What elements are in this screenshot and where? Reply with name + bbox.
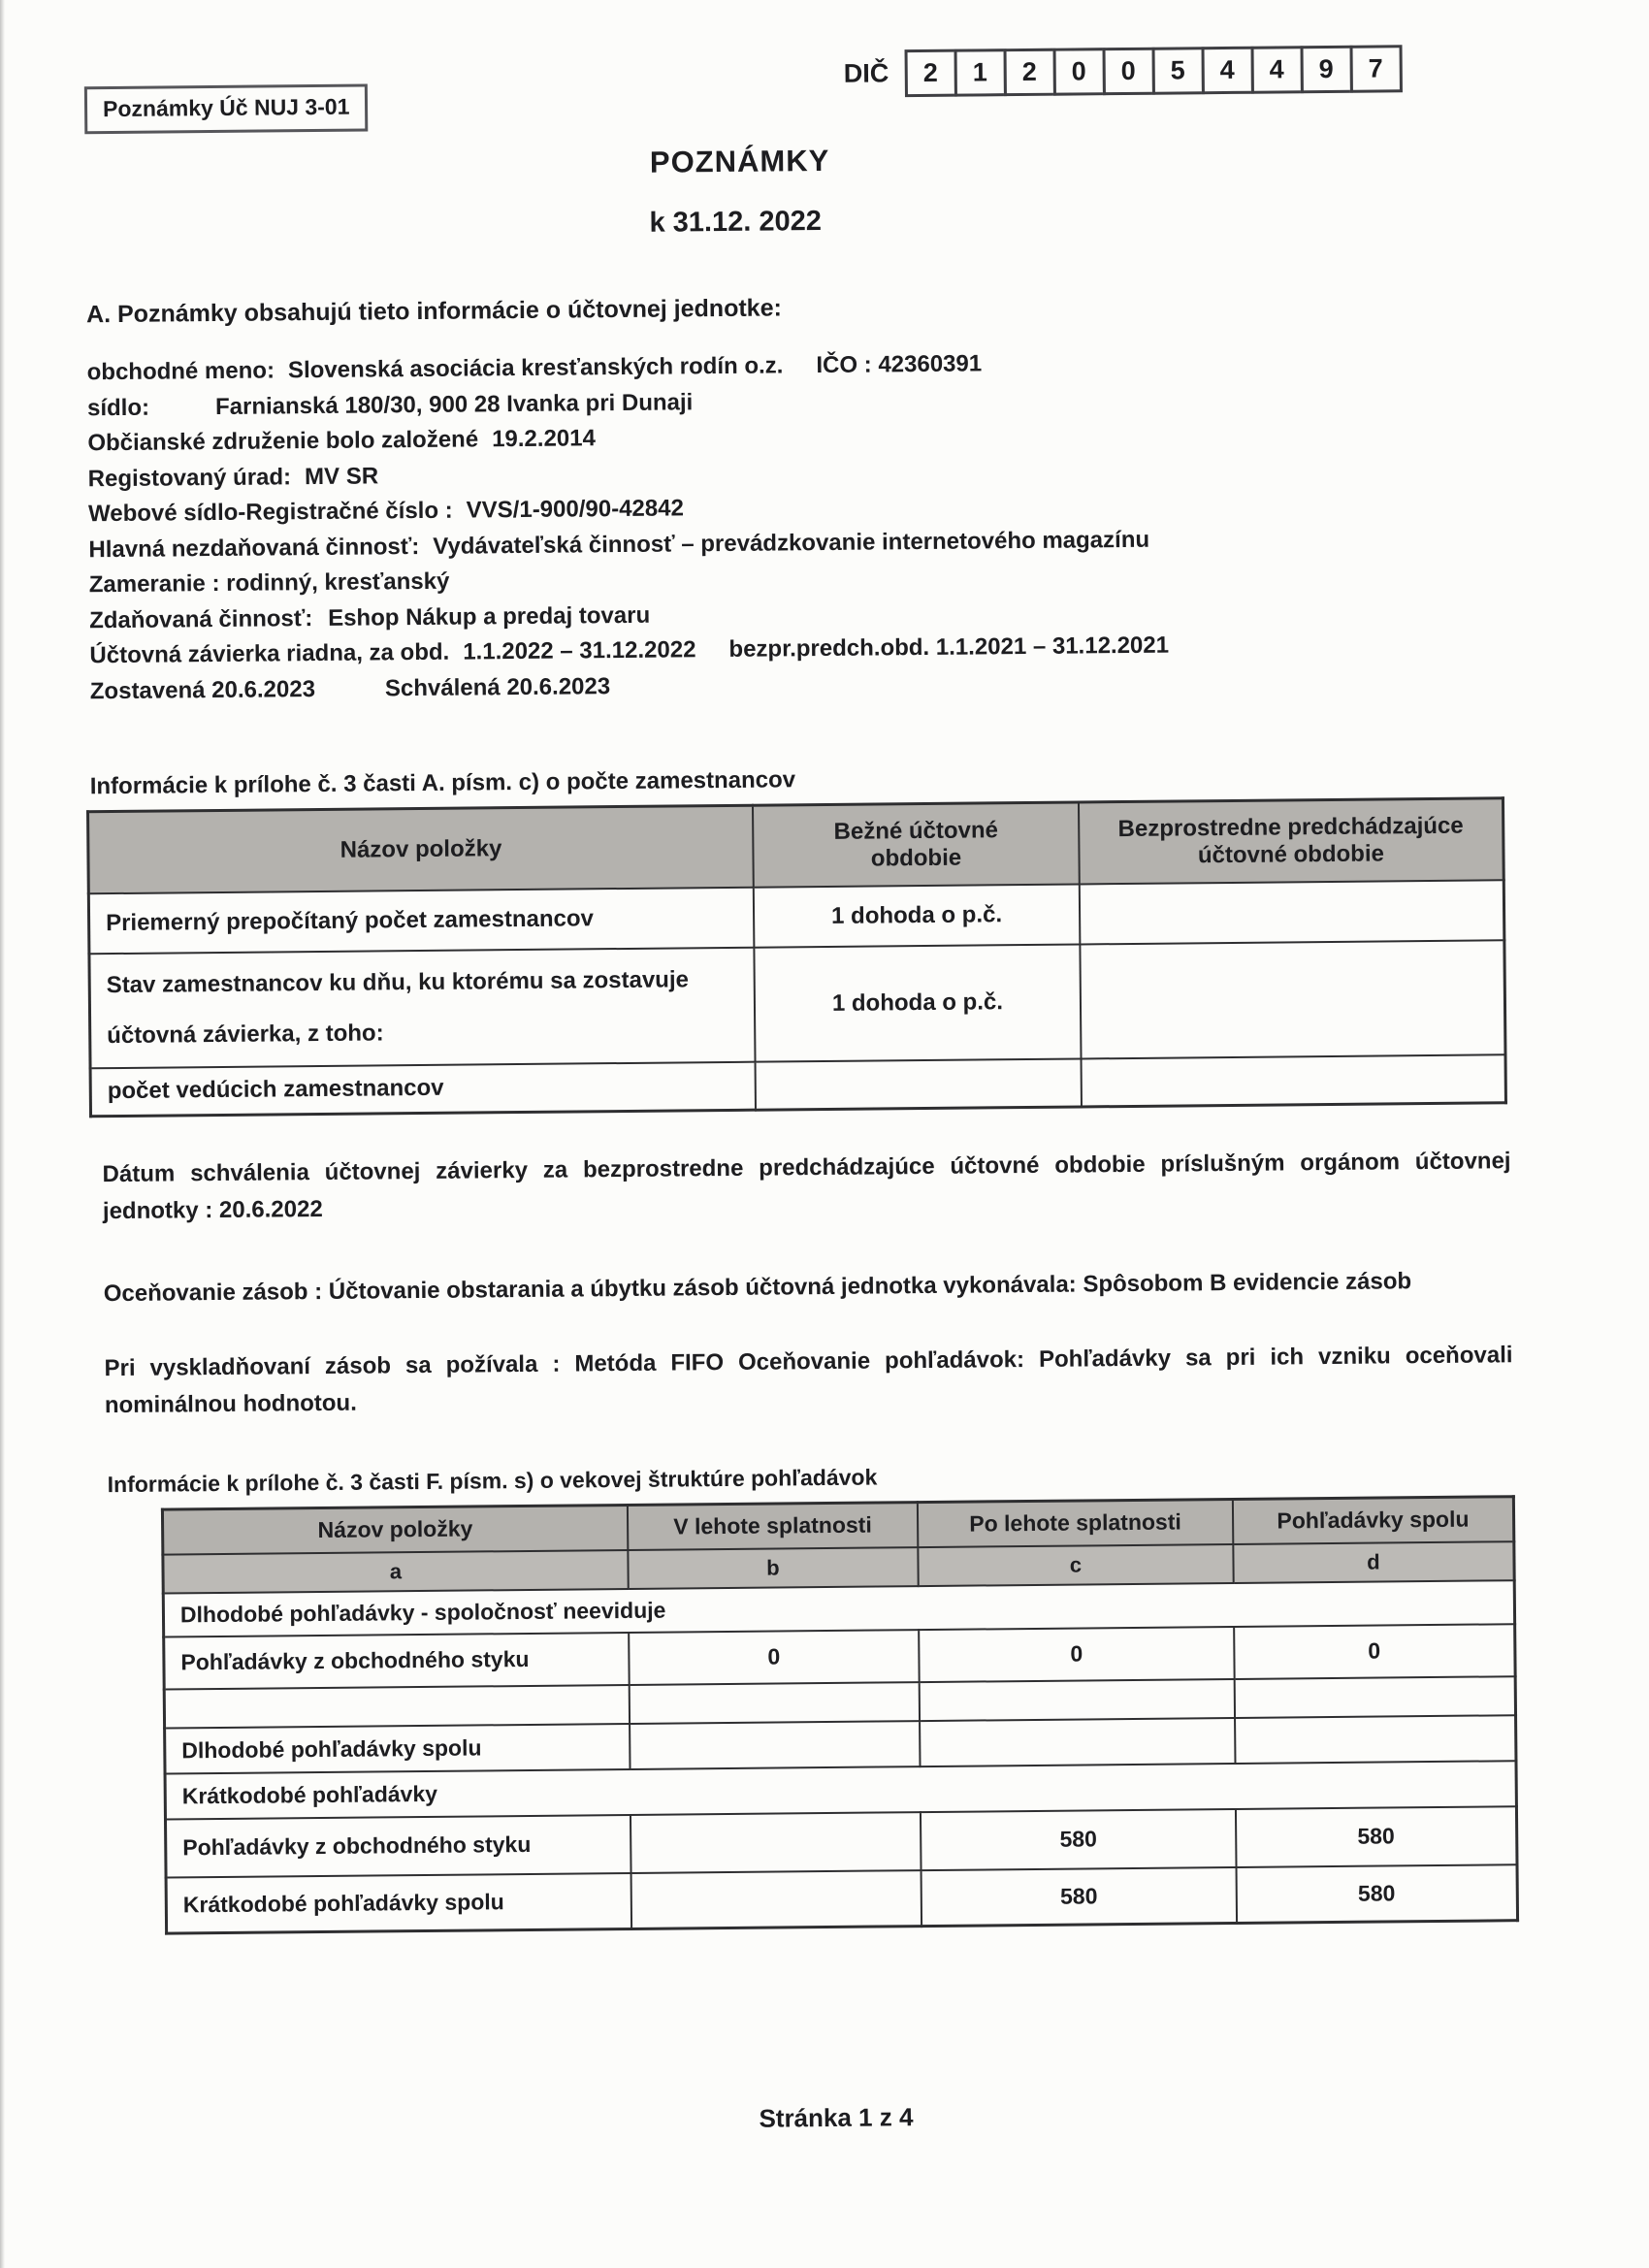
receivables-table-heading: Informácie k prílohe č. 3 časti F. písm. s) o vekovej štruktúre pohľadávok	[107, 1464, 878, 1498]
info-value: Vydávateľská činnosť – prevádzkovanie internetového magazínu	[433, 526, 1150, 560]
cell-previous-period	[1081, 1054, 1505, 1107]
cell-section-title: Dlhodobé pohľadávky - spoločnosť neeviduje	[163, 1580, 1514, 1636]
cell-current-period: 1 dohoda o p.č.	[754, 884, 1080, 947]
cell-total: 580	[1236, 1864, 1517, 1924]
cell-total	[1234, 1676, 1515, 1718]
employees-table-header-row	[88, 798, 1504, 893]
column-letter-b: b	[628, 1547, 919, 1589]
cell-name: Pohľadávky z obchodného styku	[165, 1814, 630, 1877]
column-letter-a: a	[163, 1549, 629, 1593]
cell-in-term	[630, 1721, 921, 1769]
info-extra: IČO : 42360391	[816, 350, 983, 379]
cell-total	[1235, 1715, 1516, 1764]
cell-in-term: 0	[629, 1630, 920, 1685]
info-value: VVS/1-900/90-42842	[466, 495, 685, 524]
cell-current-period: 1 dohoda o p.č.	[755, 944, 1082, 1061]
cell-previous-period	[1080, 940, 1505, 1058]
form-code-label: Poznámky Úč NUJ 3-01	[102, 93, 350, 122]
cell-name: počet vedúcich zamestnancov	[90, 1061, 756, 1117]
table-row	[89, 940, 1505, 1068]
column-header-bezne-obdobie: Bežné účtovné obdobie	[753, 802, 1079, 887]
info-value: Slovenská asociácia kresťanských rodín o.z.	[287, 352, 784, 384]
info-label: obchodné meno:	[86, 357, 275, 386]
cell-total: 0	[1234, 1624, 1515, 1679]
cell-in-term	[629, 1682, 920, 1724]
dic-digit: 1	[954, 49, 1006, 97]
column-header-nazov-polozky: Názov položky	[162, 1505, 628, 1554]
section-a	[86, 287, 1511, 709]
info-label: Registovaný úrad:	[87, 463, 292, 492]
dic-digit: 2	[904, 49, 956, 98]
paragraph-fifo-receivables: Pri vyskladňovaní zásob sa požívala : Metóda FIFO Oceňovanie pohľadávok: Pohľadávky sa pri ich vzniku oceňovali nominálnou hodnotou.	[104, 1342, 1513, 1419]
dic-digit: 4	[1250, 46, 1303, 94]
info-value: Eshop Nákup a predaj tovaru	[327, 601, 651, 632]
dic-digit: 9	[1300, 46, 1352, 94]
total-row-kratkodobe-spolu	[166, 1864, 1517, 1933]
cell-overdue: 0	[919, 1626, 1234, 1681]
info-value: 19.2.2014	[491, 425, 597, 453]
info-value: Schválená 20.6.2023	[384, 672, 611, 701]
receivables-table-section	[161, 1495, 1519, 1934]
column-letter-d: d	[1233, 1541, 1514, 1583]
info-label: sídlo:	[86, 394, 150, 421]
column-header-spolu: Pohľadávky spolu	[1233, 1497, 1514, 1544]
column-header-po-lehote: Po lehote splatnosti	[918, 1499, 1233, 1546]
dic-digit: 0	[1102, 48, 1154, 96]
paragraph-inventory-valuation: Oceňovanie zásob : Účtovanie obstarania a úbytku zásob účtovná jednotka vykonávala: Spôsobom B evidencie zásob	[103, 1268, 1412, 1308]
cell-overdue: 580	[921, 1808, 1236, 1869]
document-title: POZNÁMKY	[649, 143, 830, 179]
cell-overdue	[920, 1717, 1235, 1766]
dic-digit: 2	[1003, 49, 1055, 97]
dic-digit: 4	[1201, 47, 1253, 95]
cell-name	[164, 1684, 630, 1728]
cell-in-term	[630, 1870, 922, 1929]
dic-label: DIČ	[843, 58, 889, 88]
paragraph-approval-date: Dátum schválenia účtovnej závierky za bezprostredne predchádzajúce účtovné obdobie príslušným orgánom účtovnej jednotky : 20.6.2022	[102, 1148, 1511, 1225]
info-extra: bezpr.predch.obd. 1.1.2021 – 31.12.2021	[728, 632, 1170, 663]
cell-current-period	[756, 1058, 1082, 1110]
dic-digit: 7	[1349, 45, 1402, 93]
column-header-predchadzajuce-obdobie: Bezprostredne predchádzajúce účtovné obdobie	[1079, 798, 1504, 884]
cell-name: Dlhodobé pohľadávky spolu	[165, 1723, 630, 1773]
info-value: Farnianská 180/30, 900 28 Ivanka pri Dunaji	[214, 388, 694, 420]
cell-overdue: 580	[922, 1866, 1237, 1926]
dic-digit: 5	[1151, 47, 1204, 95]
scan-edge-artifact	[0, 0, 5, 2268]
cell-name: Stav zamestnancov ku dňu, ku ktorému sa zostavuje účtovná závierka, z toho:	[89, 947, 756, 1068]
info-label: Hlavná nezdaňovaná činnosť:	[88, 533, 420, 563]
info-value: 1.1.2022 – 31.12.2022	[463, 636, 696, 665]
cell-name: Priemerný prepočítaný počet zamestnancov	[88, 887, 754, 954]
info-label: Webové sídlo-Registračné číslo :	[87, 497, 453, 528]
page-number: Stránka 1 z 4	[759, 2102, 914, 2133]
employees-table-section	[86, 760, 1507, 1118]
employees-table-heading: Informácie k prílohe č. 3 časti A. písm. c) o počte zamestnancov	[89, 766, 796, 800]
cell-section-title: Krátkodobé pohľadávky	[165, 1761, 1516, 1819]
dic-digit-boxes	[904, 45, 1402, 97]
dic-digit: 0	[1052, 48, 1105, 96]
info-label: Zostavená 20.6.2023	[89, 675, 316, 704]
cell-overdue	[920, 1678, 1235, 1720]
column-letter-c: c	[919, 1543, 1234, 1585]
info-value: MV SR	[304, 462, 379, 490]
employees-table	[86, 796, 1507, 1118]
form-code-box	[84, 83, 369, 134]
column-header-v-lehote: V lehote splatnosti	[628, 1503, 919, 1550]
document-subtitle: k 31.12. 2022	[649, 205, 823, 239]
cell-previous-period	[1080, 880, 1504, 944]
cell-name: Pohľadávky z obchodného styku	[164, 1632, 630, 1689]
cell-name: Krátkodobé pohľadávky spolu	[166, 1872, 631, 1933]
column-header-nazov-polozky: Názov položky	[88, 805, 754, 893]
section-a-heading: A. Poznámky obsahujú tieto informácie o účtovnej jednotke:	[85, 294, 782, 329]
info-label: Zdaňovaná činnosť:	[88, 604, 313, 633]
notes-paragraphs	[102, 1143, 1513, 1424]
cell-total: 580	[1236, 1806, 1517, 1867]
dic-area	[844, 45, 1403, 98]
info-label: Zameranie : rodinný, kresťanský	[88, 567, 450, 599]
entity-info-lines	[87, 341, 1511, 709]
info-label: Občianské združenie bolo založené	[87, 426, 479, 457]
cell-in-term	[630, 1812, 922, 1873]
receivables-table	[161, 1495, 1519, 1934]
info-label: Účtovná závierka riadna, za obd.	[89, 638, 450, 669]
